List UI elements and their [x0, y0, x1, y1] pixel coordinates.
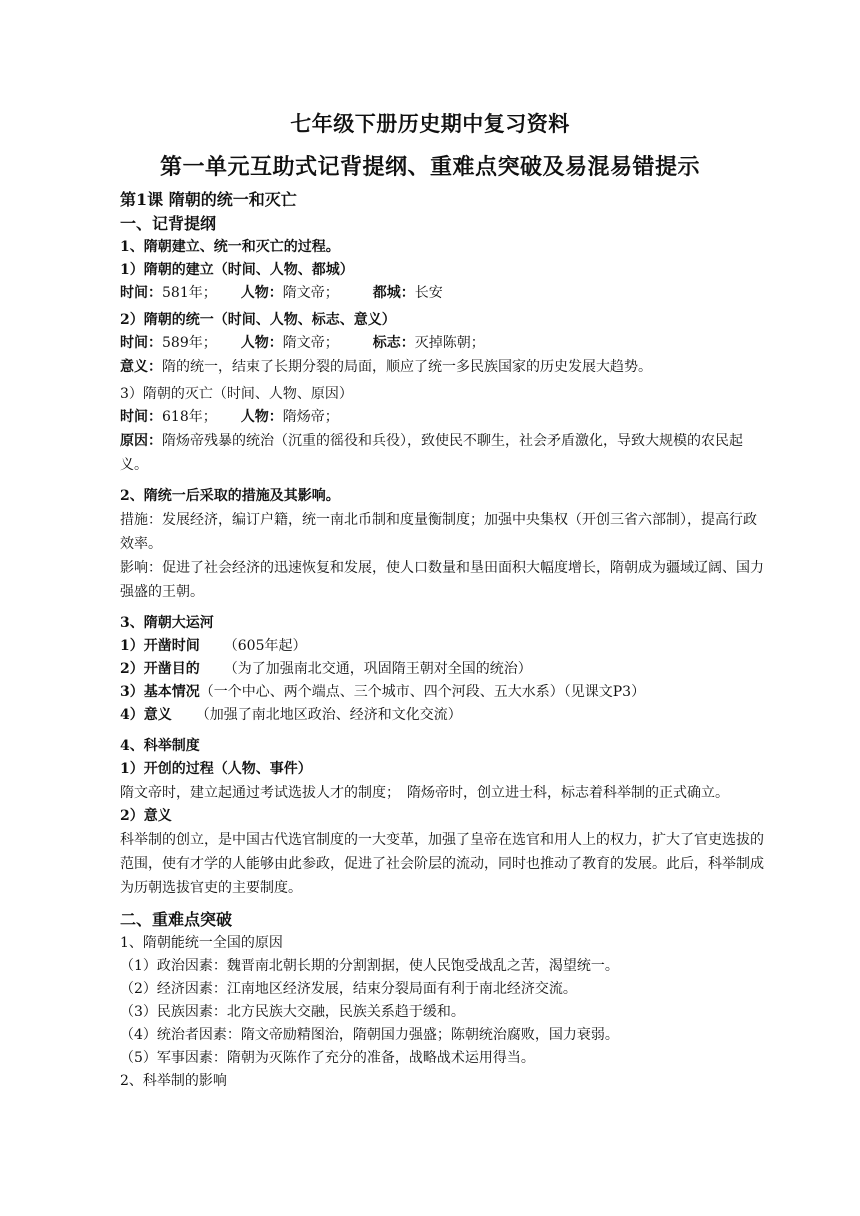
q3-item-3: [120, 681, 770, 704]
q1-s2-facts: [120, 332, 770, 355]
label: 原因：: [120, 433, 162, 449]
q1-s3-facts: [120, 406, 770, 429]
q4-s2-heading: 2）意义: [120, 808, 172, 824]
label: 人物：: [240, 409, 283, 425]
q1-s3-reason: [120, 429, 770, 477]
q3-item-4: [120, 704, 770, 727]
value: 589年；: [162, 335, 217, 351]
value: 隋炀帝；: [282, 409, 339, 425]
k1-item: （4）统治者因素：隋文帝励精图治，隋朝国力强盛；陈朝统治腐败，国力衰弱。: [120, 1027, 619, 1043]
q2-measures: 措施：发展经济，编订户籍，统一南北币制和度量衡制度；加强中央集权（开创三省六部制），提高行政效率。: [120, 512, 757, 552]
label: 时间：: [120, 335, 162, 351]
k1-heading: 1、隋朝能统一全国的原因: [120, 935, 283, 951]
q3-item-1: [120, 635, 770, 658]
value: 隋炀帝残暴的统治（沉重的徭役和兵役），致使民不聊生，社会矛盾激化，导致大规模的农民起义。: [120, 433, 743, 473]
k1-item: （3）民族因素：北方民族大交融，民族关系趋于缓和。: [120, 1004, 465, 1020]
lesson-heading: 第1课 隋朝的统一和灭亡: [120, 190, 297, 209]
q1-s2-meaning: [120, 355, 770, 379]
value: 隋的统一，结束了长期分裂的局面，顺应了统一多民族国家的历史发展大趋势。: [162, 359, 652, 375]
label: 人物：: [240, 335, 283, 351]
value: （一个中心、两个端点、三个城市、四个河段、五大水系）（见课文P3）: [199, 684, 646, 700]
value: 581年；: [162, 285, 217, 301]
q4-heading: 4、科举制度: [120, 738, 200, 754]
q3-item-2: [120, 658, 770, 681]
value: 长安: [414, 285, 443, 301]
label: 标志：: [372, 335, 415, 351]
q4-s2-text: 科举制的创立，是中国古代选官制度的一大变革，加强了皇帝在选官和用人上的权力，扩大了官吏选拔的范围，使有才学的人能够由此参政，促进了社会阶层的流动，同时也推动了教育的发展。此后，科举制成为历朝选拔官吏的主要制度。: [120, 832, 764, 896]
label: 1）开凿时间: [120, 638, 200, 654]
value: （为了加强南北交通，巩固隋王朝对全国的统治）: [223, 661, 532, 677]
document-body: [120, 188, 770, 1093]
value: 隋文帝；: [282, 285, 339, 301]
value: 隋文帝；: [282, 335, 339, 351]
label: 时间：: [120, 285, 162, 301]
q2-impact: 影响：促进了社会经济的迅速恢复和发展，使人口数量和垦田面积大幅度增长，隋朝成为疆域辽阔、国力强盛的王朝。: [120, 560, 764, 600]
document-title: 七年级下册历史期中复习资料: [290, 111, 570, 136]
q4-s1-text: 隋文帝时，建立起通过考试选拔人才的制度； 隋炀帝时，创立进士科，标志着科举制的正式确立。: [120, 785, 729, 801]
q1-s1-facts: [120, 282, 770, 305]
document-subtitle: 第一单元互助式记背提纲、重难点突破及易混易错提示: [159, 154, 700, 180]
q1-s2-heading: 2）隋朝的统一（时间、人物、标志、意义）: [120, 312, 396, 328]
q1-s3-heading: 3）隋朝的灭亡（时间、人物、原因）: [120, 386, 353, 402]
q4-s1-heading: 1）开创的过程（人物、事件）: [120, 761, 312, 777]
label: 3）基本情况: [120, 684, 200, 700]
k1-item: （5）军事因素：隋朝为灭陈作了充分的准备，战略战术运用得当。: [120, 1050, 535, 1066]
label: 都城：: [372, 285, 415, 301]
k1-item: （2）经济因素：江南地区经济发展，结束分裂局面有利于南北经济交流。: [120, 981, 577, 997]
q2-heading: 2、隋统一后采取的措施及其影响。: [120, 488, 340, 504]
section-heading-outline: 一、记背提纲: [120, 214, 217, 233]
k1-item: （1）政治因素：魏晋南北朝长期的分割割据，使人民饱受战乱之苦，渴望统一。: [120, 958, 619, 974]
q3-heading: 3、隋朝大运河: [120, 615, 214, 631]
label: 意义：: [120, 359, 162, 375]
k2-heading: 2、科举制的影响: [120, 1073, 227, 1089]
value: 灭掉陈朝；: [414, 335, 485, 351]
label: 人物：: [240, 285, 283, 301]
q1-s1-heading: 1）隋朝的建立（时间、人物、都城）: [120, 262, 354, 278]
label: 2）开凿目的: [120, 661, 200, 677]
value: 618年；: [162, 409, 217, 425]
value: （605年起）: [223, 638, 307, 654]
section-heading-key-points: 二、重难点突破: [120, 910, 233, 929]
label: 4）意义: [120, 707, 172, 723]
value: （加强了南北地区政治、经济和文化交流）: [195, 707, 462, 723]
label: 时间：: [120, 409, 162, 425]
q1-heading: 1、隋朝建立、统一和灭亡的过程。: [120, 239, 340, 255]
